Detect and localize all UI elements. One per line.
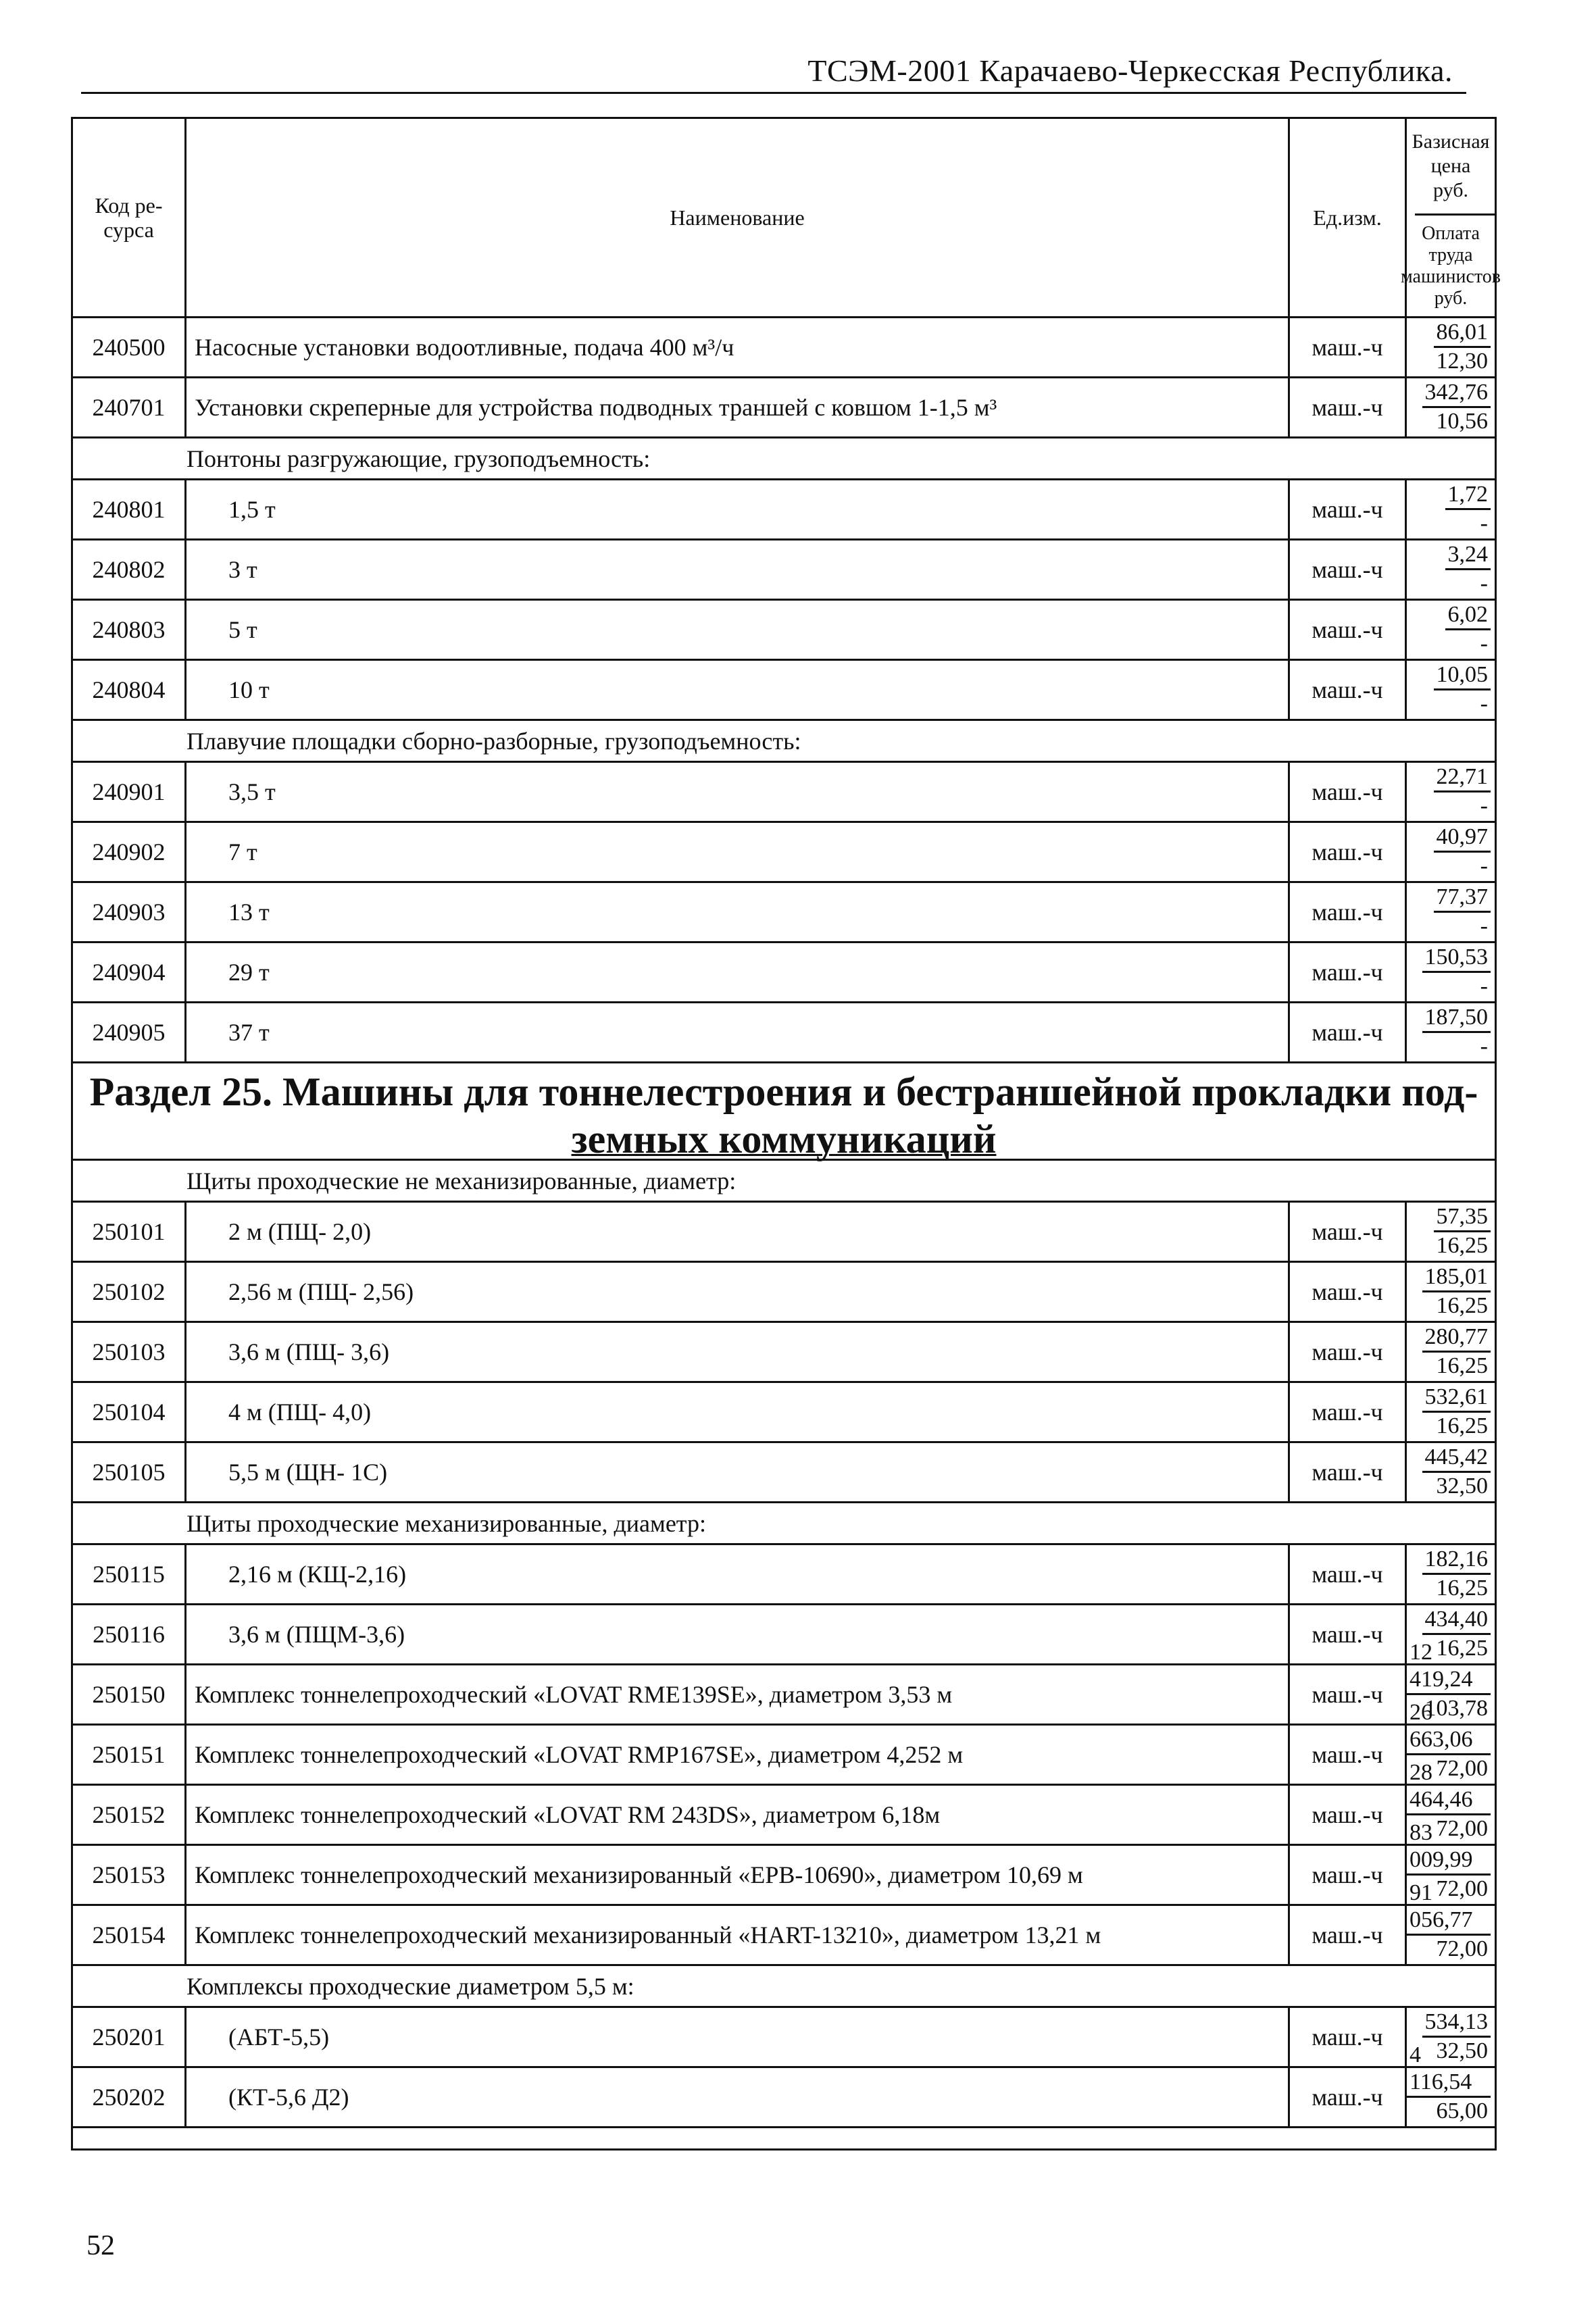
resource-code: 240802 [73, 540, 186, 599]
resource-unit: маш.-ч [1288, 1323, 1407, 1381]
resource-unit: маш.-ч [1288, 1545, 1407, 1603]
resource-name: (КТ-5,6 Д2) [228, 2084, 349, 2111]
price-cell [1407, 601, 1495, 659]
operator-wage: - [1480, 571, 1488, 596]
table-row [73, 1003, 1495, 1063]
operator-wage: - [1480, 853, 1488, 878]
resource-name: Комплекс тоннелепроходческий «LOVAT RME139SE», диаметром 3,53 м [195, 1681, 953, 1708]
resource-code: 250105 [73, 1443, 186, 1501]
resource-unit: маш.-ч [1288, 1786, 1407, 1844]
operator-wage: 32,50 [1436, 2038, 1488, 2063]
price-cell [1407, 1323, 1495, 1381]
resource-code: 240904 [73, 943, 186, 1001]
base-price: 187,50 [1422, 1004, 1491, 1033]
table-row [73, 318, 1495, 378]
base-price: 4 116,54 [1407, 2042, 1491, 2098]
table-row [73, 763, 1495, 823]
section-title-line1: Раздел 25. Машины для тоннелестроения и бестраншейной прокладки под- [89, 1070, 1478, 1114]
resource-name: 13 т [228, 899, 270, 926]
table-row [73, 1383, 1495, 1443]
resource-unit: маш.-ч [1288, 1906, 1407, 1964]
resource-code: 250151 [73, 1726, 186, 1784]
base-price: 3,24 [1445, 541, 1491, 570]
resource-unit: маш.-ч [1288, 1263, 1407, 1321]
operator-wage: 16,25 [1436, 1636, 1488, 1661]
resource-name: Комплекс тоннелепроходческий «LOVAT RM 243DS», диаметром 6,18м [195, 1801, 941, 1828]
table-header-row [73, 119, 1501, 318]
price-cell [1407, 1263, 1495, 1321]
resource-name: Насосные установки водоотливные, подача 400 м³/ч [195, 334, 734, 361]
price-cell [1407, 1443, 1495, 1501]
base-price: 83 009,99 [1407, 1819, 1491, 1876]
resource-name: 2,16 м (КЩ-2,16) [228, 1561, 407, 1588]
operator-wage: - [1480, 1034, 1488, 1059]
base-price: 150,53 [1422, 944, 1491, 973]
resource-code: 250154 [73, 1906, 186, 1964]
base-price: 77,37 [1434, 884, 1491, 913]
page-number: 52 [86, 2230, 115, 2261]
resource-code: 240803 [73, 601, 186, 659]
resource-unit: маш.-ч [1288, 1605, 1407, 1663]
operator-wage: 10,56 [1436, 409, 1488, 434]
base-price: 342,76 [1422, 379, 1491, 408]
table-row [73, 943, 1495, 1003]
resource-code: 250115 [73, 1545, 186, 1603]
resource-code: 240903 [73, 883, 186, 941]
resource-unit: маш.-ч [1288, 2008, 1407, 2066]
operator-wage: 72,00 [1436, 1816, 1488, 1841]
resource-unit: маш.-ч [1288, 540, 1407, 599]
group-header-row [73, 1966, 1495, 2008]
base-price: 28 464,46 [1407, 1759, 1491, 1815]
resource-name: Комплекс тоннелепроходческий механизированный «HART-13210», диаметром 13,21 м [195, 1921, 1101, 1948]
group-label: Плавучие площадки сборно-разборные, грузоподъемность: [186, 727, 801, 755]
resource-code: 240801 [73, 480, 186, 538]
resource-code: 250104 [73, 1383, 186, 1441]
table-row [73, 1323, 1495, 1383]
base-price: 532,61 [1422, 1384, 1491, 1413]
section-title-line2: земных коммуникаций [571, 1117, 997, 1161]
table-row [73, 1263, 1495, 1323]
price-cell [1407, 763, 1495, 821]
resource-code: 250152 [73, 1786, 186, 1844]
price-cell [1407, 823, 1495, 881]
resource-unit: маш.-ч [1288, 1665, 1407, 1724]
resource-name: 2 м (ПЩ- 2,0) [228, 1218, 372, 1245]
resource-name: 3,6 м (ПЩ- 3,6) [228, 1338, 390, 1365]
section-title [73, 1068, 1495, 1163]
base-price: 91 056,77 [1407, 1880, 1491, 1936]
resource-name: 5,5 м (ЩН- 1С) [228, 1459, 388, 1486]
base-price: 57,35 [1434, 1203, 1491, 1232]
resource-name: 3,6 м (ПЩМ-3,6) [228, 1621, 405, 1648]
table-row [73, 1760, 1495, 1846]
resource-code: 240901 [73, 763, 186, 821]
base-price: 445,42 [1422, 1444, 1491, 1473]
group-label: Понтоны разгружающие, грузоподъемность: [186, 445, 651, 472]
resource-unit: маш.-ч [1288, 661, 1407, 719]
resource-code: 250102 [73, 1263, 186, 1321]
header-divider [81, 92, 1466, 94]
resource-code: 250101 [73, 1203, 186, 1261]
group-label: Щиты проходческие механизированные, диаметр: [186, 1509, 706, 1537]
operator-wage: 72,00 [1436, 1876, 1488, 1901]
price-cell [1407, 480, 1495, 538]
resource-name: Комплекс тоннелепроходческий механизированный «EPB-10690», диаметром 10,69 м [195, 1861, 1083, 1888]
base-price: 1,72 [1445, 481, 1491, 510]
base-price: 185,01 [1422, 1263, 1491, 1292]
base-price: 434,40 [1422, 1606, 1491, 1635]
resource-code: 250201 [73, 2008, 186, 2066]
resource-code: 240804 [73, 661, 186, 719]
resource-name: 3 т [228, 556, 257, 583]
base-price: 26 663,06 [1407, 1699, 1491, 1755]
price-cell [1407, 943, 1495, 1001]
base-price: 6,02 [1445, 601, 1491, 630]
table-row [73, 883, 1495, 943]
table-row [73, 1443, 1495, 1503]
group-header-row [73, 438, 1495, 480]
resource-table [71, 117, 1501, 2150]
resource-name: 3,5 т [228, 778, 276, 805]
resource-unit: маш.-ч [1288, 1846, 1407, 1904]
table-row [73, 661, 1495, 721]
price-cell [1407, 378, 1495, 436]
resource-name: (АБТ-5,5) [228, 2023, 330, 2051]
resource-name: 1,5 т [228, 496, 276, 523]
resource-unit: маш.-ч [1288, 1443, 1407, 1501]
base-price: 40,97 [1434, 824, 1491, 853]
operator-wage: - [1480, 793, 1488, 818]
resource-name: 7 т [228, 838, 257, 865]
base-price: 22,71 [1434, 763, 1491, 793]
resource-unit: маш.-ч [1288, 2068, 1407, 2126]
resource-unit: маш.-ч [1288, 1383, 1407, 1441]
header-labor: Оплата труда машинистов руб. [1401, 222, 1501, 309]
operator-wage: - [1480, 913, 1488, 938]
table-row [73, 823, 1495, 883]
table-row [73, 480, 1495, 540]
table-row [73, 601, 1495, 661]
resource-name: 37 т [228, 1019, 270, 1046]
resource-code: 240500 [73, 318, 186, 376]
group-header-row [73, 1503, 1495, 1545]
operator-wage: - [1480, 691, 1488, 716]
resource-unit: маш.-ч [1288, 883, 1407, 941]
resource-unit: маш.-ч [1288, 943, 1407, 1001]
operator-wage: 72,00 [1436, 1756, 1488, 1781]
price-cell [1407, 883, 1495, 941]
group-header-row [73, 1161, 1495, 1203]
table-row [73, 2008, 1495, 2068]
resource-unit: маш.-ч [1288, 318, 1407, 376]
resource-code: 240701 [73, 378, 186, 436]
resource-unit: маш.-ч [1288, 378, 1407, 436]
resource-unit: маш.-ч [1288, 1203, 1407, 1261]
resource-name: 10 т [228, 676, 270, 703]
price-cell [1407, 1880, 1495, 1964]
table-row [73, 1545, 1495, 1605]
operator-wage: 65,00 [1436, 2098, 1488, 2123]
section-title-row [73, 1070, 1495, 1161]
resource-name: 2,56 м (ПЩ- 2,56) [228, 1278, 414, 1305]
resource-code: 240902 [73, 823, 186, 881]
base-price: 12 419,24 [1407, 1639, 1491, 1695]
resource-name: Комплекс тоннелепроходческий «LOVAT RMP167SE», диаметром 4,252 м [195, 1741, 964, 1768]
group-label: Щиты проходческие не механизированные, диаметр: [186, 1167, 737, 1194]
price-cell [1407, 318, 1495, 376]
price-cell [1407, 1383, 1495, 1441]
price-cell [1407, 1545, 1495, 1603]
resource-unit: маш.-ч [1288, 823, 1407, 881]
resource-unit: маш.-ч [1288, 1003, 1407, 1061]
table-row [73, 1820, 1495, 1906]
operator-wage: 16,25 [1436, 1233, 1488, 1258]
table-row [73, 1880, 1495, 1966]
operator-wage: - [1480, 974, 1488, 999]
group-label: Комплексы проходческие диаметром 5,5 м: [186, 1972, 634, 2000]
header-code: Код ре- сурса [73, 119, 186, 316]
base-price: 10,05 [1434, 661, 1491, 690]
resource-name: Установки скреперные для устройства подводных траншей с ковшом 1-1,5 м³ [195, 394, 997, 421]
table-row [73, 1203, 1495, 1263]
operator-wage: 16,25 [1436, 1413, 1488, 1438]
resource-unit: маш.-ч [1288, 1726, 1407, 1784]
header-unit: Ед.изм. [1288, 119, 1407, 316]
operator-wage: 103,78 [1424, 1696, 1488, 1721]
base-price: 182,16 [1422, 1546, 1491, 1575]
operator-wage: - [1480, 511, 1488, 536]
table-row [73, 540, 1495, 601]
resource-code: 250116 [73, 1605, 186, 1663]
resource-name: 5 т [228, 616, 257, 643]
header-name: Наименование [670, 205, 805, 230]
header-price: Базисная цена руб. [1412, 130, 1490, 201]
resource-code: 240905 [73, 1003, 186, 1061]
operator-wage: 16,25 [1436, 1576, 1488, 1601]
operator-wage: 12,30 [1436, 349, 1488, 374]
resource-code: 250103 [73, 1323, 186, 1381]
operator-wage: 72,00 [1436, 1936, 1488, 1961]
base-price: 86,01 [1434, 319, 1491, 348]
price-cell [1407, 1003, 1495, 1061]
table-row [73, 378, 1495, 438]
resource-code: 250150 [73, 1665, 186, 1724]
operator-wage: 16,25 [1436, 1293, 1488, 1318]
resource-unit: маш.-ч [1288, 763, 1407, 821]
table-row [73, 1605, 1495, 1665]
resource-name: 4 м (ПЩ- 4,0) [228, 1399, 372, 1426]
operator-wage: - [1480, 631, 1488, 656]
group-header-row [73, 721, 1495, 763]
operator-wage: 16,25 [1436, 1353, 1488, 1378]
document-header: ТСЭМ-2001 Карачаево-Черкесская Республика. [807, 53, 1453, 88]
resource-unit: маш.-ч [1288, 601, 1407, 659]
resource-unit: маш.-ч [1288, 480, 1407, 538]
price-cell [1407, 1203, 1495, 1261]
base-price: 280,77 [1422, 1324, 1491, 1353]
price-cell [1407, 661, 1495, 719]
resource-code: 250153 [73, 1846, 186, 1904]
operator-wage: 32,50 [1436, 1474, 1488, 1499]
resource-name: 29 т [228, 959, 270, 986]
resource-code: 250202 [73, 2068, 186, 2126]
price-cell [1407, 540, 1495, 599]
header-price-block [1401, 119, 1501, 316]
base-price: 534,13 [1422, 2009, 1491, 2038]
